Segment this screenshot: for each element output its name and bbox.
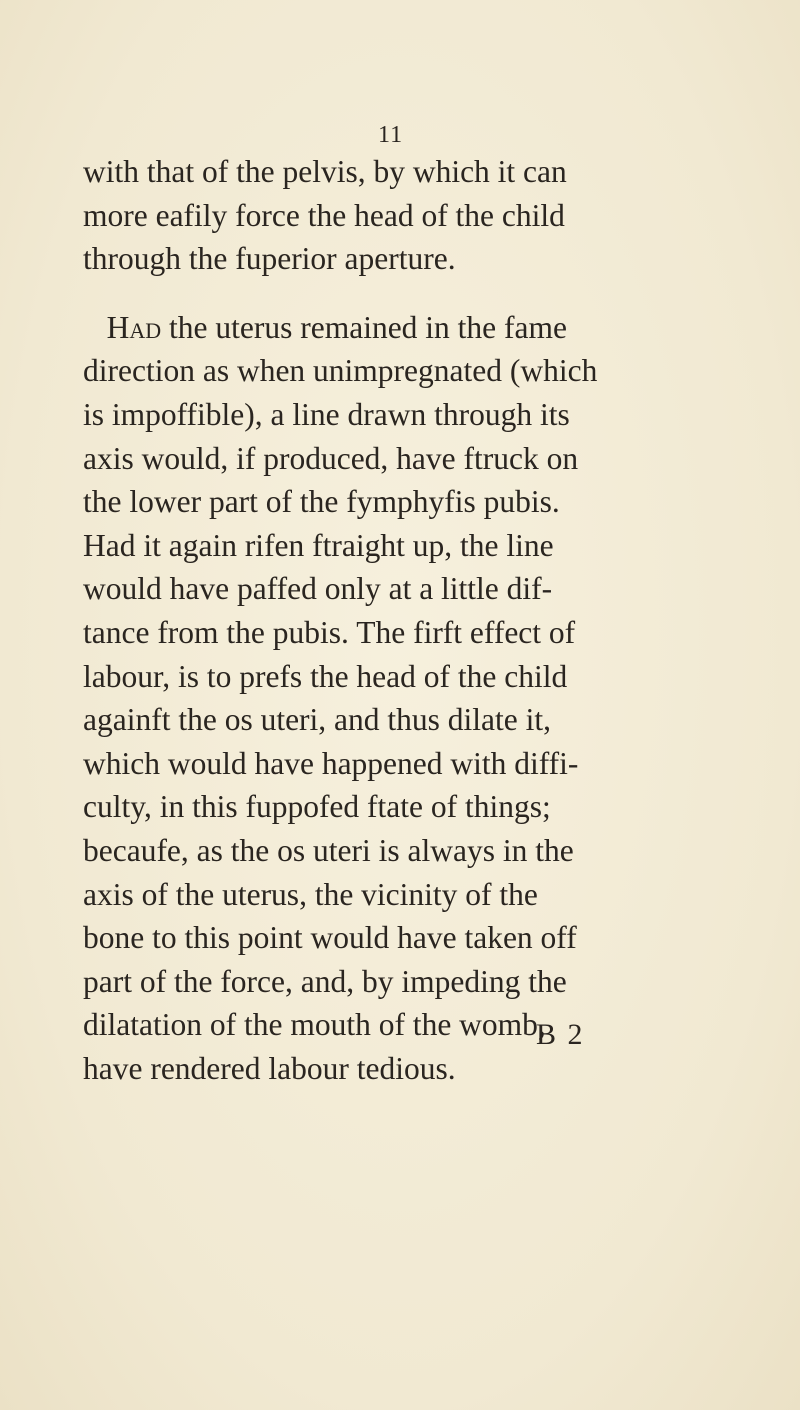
text-line: axis would, if produced, have ftruck on <box>83 440 579 476</box>
text-line: which would have happened with diffi- <box>83 745 579 781</box>
paragraph-first-line <box>83 306 723 350</box>
text-line: bone to this point would have taken off <box>83 920 577 956</box>
text-line: againft the os uteri, and thus dilate it, <box>83 702 552 738</box>
text-line: is impoffible), a line drawn through its <box>83 396 570 432</box>
text-line: tance from the pubis. The firft effect of <box>83 614 576 650</box>
text-line: becaufe, as the os uteri is always in the <box>83 832 574 868</box>
text-line: part of the force, and, by impeding the <box>83 963 567 999</box>
small-caps-lead-word: Had <box>106 309 162 345</box>
text-line: labour, is to prefs the head of the child <box>83 658 568 694</box>
catchword-signature: B 2 <box>536 1018 585 1051</box>
text-line: would have paffed only at a little dif- <box>83 571 553 607</box>
text-line: more eafily force the head of the child <box>83 197 565 233</box>
text-line: axis of the uterus, the vicinity of the <box>83 876 538 912</box>
text-fragment: the uterus remained in the fame <box>161 309 567 345</box>
text-line: culty, in this fuppofed ftate of things; <box>83 789 551 825</box>
text-line: through the fuperior aperture. <box>83 241 456 277</box>
text-line: direction as when unimpregnated (which <box>83 353 598 389</box>
text-line: Had it again rifen ftraight up, the line <box>83 527 554 563</box>
text-line: the lower part of the fymphyfis pubis. <box>83 484 560 520</box>
text-line: have rendered labour tedious. <box>83 1050 456 1086</box>
text-line: with that of the pelvis, by which it can <box>83 154 567 189</box>
text-line: dilatation of the mouth of the womb, <box>83 1007 546 1043</box>
page-number: 11 <box>378 122 404 148</box>
body-text <box>83 150 723 1090</box>
